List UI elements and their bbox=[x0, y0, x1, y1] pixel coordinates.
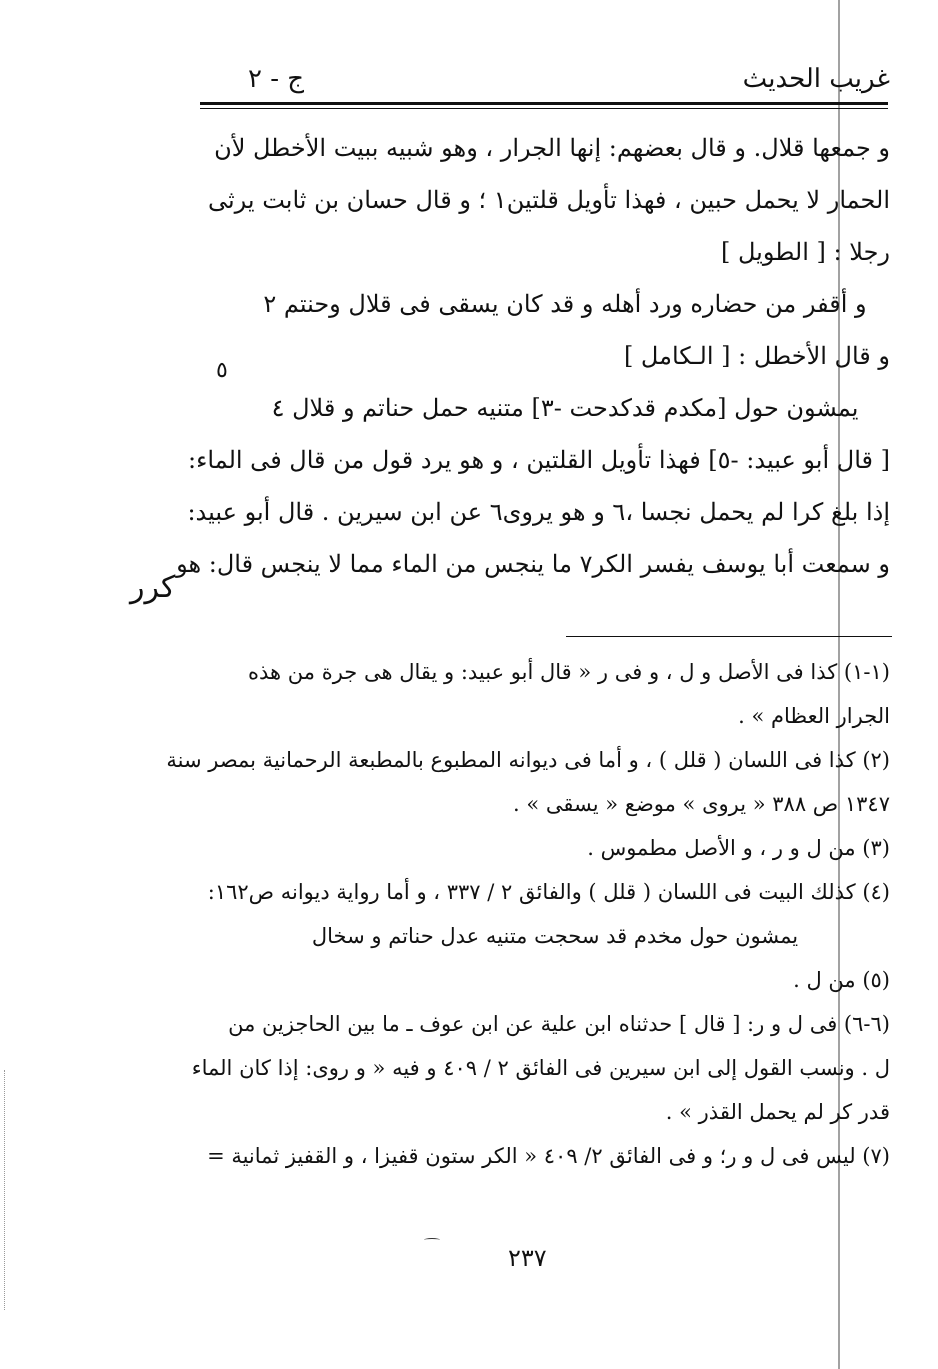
footnote-line: ل . ونسب القول إلى ابن سيرين فى الفائق ٢ / ٤٠٩ و فيه « و روى: إذا كان الماء bbox=[191, 1056, 890, 1080]
verse-line: و أقفر من حضاره ورد أهله و قد كان يسقى فى قلال وحنتم ٢ bbox=[263, 290, 867, 318]
page-edge-mark bbox=[4, 1070, 7, 1310]
footnote-line: (٧) ليس فى ل و ر؛ و فى الفائق ٢/ ٤٠٩ « الكر ستون قفيزا ، و القفيز ثمانية = bbox=[207, 1144, 890, 1168]
margin-note: كرر bbox=[130, 570, 176, 605]
text-line: و قال الأخطل : [ الـكامل ] bbox=[623, 342, 890, 370]
text-line: الحمار لا يحمل حبين ، فهذا تأويل قلتين١ ؛ و قال حسان بن ثابت يرثى bbox=[207, 186, 890, 214]
page-ornament bbox=[424, 1238, 440, 1242]
footnote-separator bbox=[566, 636, 892, 637]
footnote-line: ١٣٤٧ ص ٣٨٨ « يروى » موضع « يسقى » . bbox=[512, 792, 890, 816]
verse-line: يمشون حول [مكدم قدكدحت -٣] متنيه حمل حناتم و قلال ٤ bbox=[271, 394, 859, 422]
text-line: [ قال أبو عبيد: -٥] فهذا تأويل القلتين ، و هو يرد قول من قال فى الماء: bbox=[188, 446, 890, 474]
page-number: ٢٣٧ bbox=[508, 1244, 547, 1272]
line-number-marker: ٥ bbox=[216, 358, 228, 383]
main-text-block bbox=[176, 122, 890, 590]
footnote-line: (١-١) كذا فى الأصل و ل ، و فى ر « قال أبو عبيد: و يقال هى جرة من هذه bbox=[248, 660, 890, 684]
footnotes-block bbox=[166, 650, 890, 1178]
footnote-line: (٢) كذا فى اللسان ( قلل ) ، و أما فى ديوانه المطبوع بالمطبعة الرحمانية بمصر سنة bbox=[166, 748, 890, 772]
footnote-line: (٤) كذلك البيت فى اللسان ( قلل ) والفائق ٢ / ٣٣٧ ، و أما رواية ديوانه ص١٦٢: bbox=[207, 880, 890, 904]
header-rule-thin bbox=[200, 108, 888, 109]
volume-label: ج - ٢ bbox=[248, 64, 305, 94]
footnote-verse: يمشون حول مخدم قد سحجت متنيه عدل حناتم و سخال bbox=[311, 924, 799, 948]
footnote-line: قدر كر لم يحمل القذر » . bbox=[665, 1100, 890, 1124]
footnote-line: (٣) من ل و ر ، و الأصل مطموس . bbox=[587, 836, 890, 860]
text-line: رجلا : [ الطويل ] bbox=[721, 238, 890, 266]
text-line: إذا بلغ كرا لم يحمل نجسا ،٦ و هو يروى٦ عن ابن سيرين . قال أبو عبيد: bbox=[187, 498, 890, 526]
text-line: و جمعها قلال. و قال بعضهم: إنها الجرار ، وهو شبيه ببيت الأخطل لأن bbox=[214, 134, 890, 162]
footnote-line: (٦-٦) فى ل و ر: [ قال ] حدثناه ابن علية عن ابن عوف ـ ما بين الحاجزين من bbox=[228, 1012, 890, 1036]
footnote-line: الجرار العظام » . bbox=[738, 704, 890, 728]
text-line: و سمعت أبا يوسف يفسر الكر٧ ما ينجس من الماء مما لا ينجس قال: هو bbox=[176, 550, 890, 578]
header-rule-thick bbox=[200, 102, 888, 105]
footnote-line: (٥) من ل . bbox=[793, 968, 890, 992]
running-title: غريب الحديث bbox=[742, 64, 890, 94]
